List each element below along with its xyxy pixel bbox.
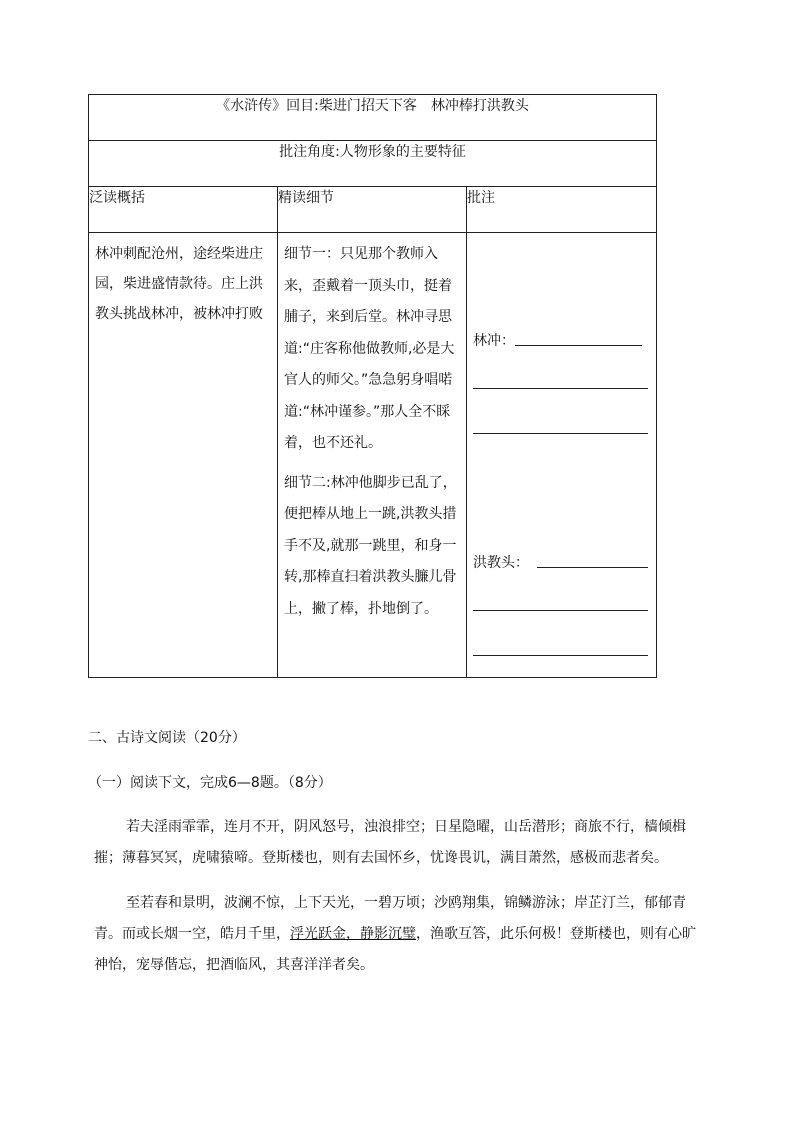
answer-line[interactable]: [515, 345, 642, 346]
anno-label-linchong: 林冲：: [473, 333, 515, 349]
table-title: 《水浒传》回目:柴进门招天下客 林冲棒打洪教头: [89, 95, 657, 141]
section-heading: 二、古诗文阅读（20分）: [88, 730, 246, 746]
summary-cell: [89, 233, 278, 678]
annotation-table: [88, 94, 657, 678]
answer-line[interactable]: [473, 610, 648, 611]
header-summary: 泛读概括: [89, 187, 278, 233]
annotation-cell: [467, 233, 657, 678]
detail-two: 细节二:林冲他脚步已乱了，便把棒从地上一跳,洪教头措手不及,就那一跳里，和身一转,那棒直扫着洪教头臁儿骨上，撇了棒，扑地倒了。: [284, 474, 457, 617]
answer-line[interactable]: [537, 567, 648, 568]
detail-cell: [278, 233, 467, 678]
sub-heading: （一）阅读下文，完成6—8题。（8分）: [88, 775, 332, 791]
answer-line[interactable]: [473, 388, 648, 389]
header-detail: 精读细节: [278, 187, 467, 233]
summary-text: 林冲刺配沧州，途经柴进庄园，柴进盛情款待。庄上洪教头挑战林冲，被林冲打败: [95, 246, 263, 322]
underlined-phrase: 浮光跃金，静影沉璧: [290, 926, 416, 942]
answer-line[interactable]: [473, 433, 648, 434]
header-annotation: 批注: [467, 187, 657, 233]
anno-label-hong: 洪教头：: [473, 555, 529, 571]
passage-paragraph-2: [94, 888, 706, 981]
annotation-angle: 批注角度:人物形象的主要特征: [89, 141, 657, 187]
table-header-row: [89, 187, 657, 233]
detail-one: 细节一：只见那个教师入来，歪戴着一顶头巾，挺着脯子，来到后堂。林冲寻思道:“庄客称他做教师,必是大官人的师父。”急急躬身唱喏道:“林冲谨参。”那人全不睬着，也不还礼。: [284, 246, 455, 451]
table-title-row: [89, 95, 657, 141]
passage-text: ，渔歌互答，此乐何极！登斯楼也，则有心旷神怡，宠辱偕忘，把酒临风，其喜洋洋者矣。: [94, 926, 696, 973]
passage-text: 至若春和景明，波澜不惊，上下天光，一碧万顷；沙鸥翔集，锦鳞游泳；岸芷汀兰，郁郁青青。而或长烟一空，皓月千里，: [94, 895, 686, 942]
answer-line[interactable]: [473, 655, 648, 656]
annotation-angle-row: [89, 141, 657, 187]
passage-paragraph-1: 若夫淫雨霏霏，连月不开，阴风怒号，浊浪排空；日星隐曜，山岳潜形；商旅不行，樯倾楫摧；薄暮冥冥，虎啸猿啼。登斯楼也，则有去国怀乡，忧谗畏讥，满目萧然，感极而悲者矣。: [94, 819, 686, 866]
table-body-row: [89, 233, 657, 678]
